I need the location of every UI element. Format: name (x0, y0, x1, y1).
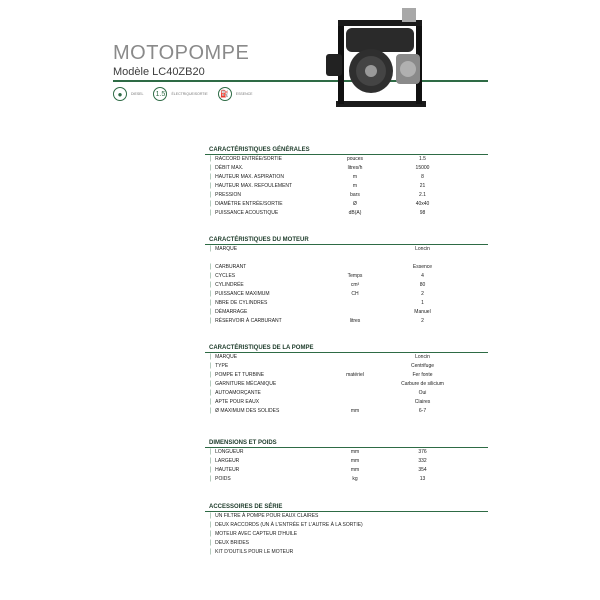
row-unit: dB(A) (348, 210, 362, 216)
row-unit: mm (350, 467, 360, 473)
accessory-label: │ UN FILTRE À POMPE POUR EAUX CLAIRES (205, 512, 465, 520)
row-label: │ DIAMÈTRE ENTRÉE/SORTIE (205, 200, 335, 208)
row-value: Fer fonte (412, 372, 433, 378)
table-row (205, 380, 488, 389)
fuel-pump-icon: ⛽ (218, 87, 232, 101)
row-label: │ MARQUE (205, 353, 335, 361)
row-unit: bars (350, 192, 360, 198)
row-label: │ HAUTEUR MAX. REFOULEMENT (205, 182, 335, 190)
row-value: 21 (419, 183, 426, 189)
section-header (205, 502, 488, 512)
feature-icons (113, 87, 263, 101)
row-label: │ Ø MAXIMUM DES SOLIDES (205, 407, 335, 415)
table-row (205, 182, 488, 191)
row-unit: kg (352, 476, 358, 482)
row-value: Oui (418, 390, 427, 396)
row-label: │ DÉBIT MAX. (205, 164, 335, 172)
row-label: │ MARQUE (205, 245, 335, 253)
row-unit: m (352, 174, 358, 180)
row-unit: mm (350, 408, 360, 414)
table-row (205, 164, 488, 173)
list-item (205, 539, 488, 548)
row-value: 13 (419, 476, 426, 482)
table-row (205, 308, 488, 317)
section-header (205, 438, 488, 448)
general-section (205, 145, 488, 218)
section-title: CARACTÉRISTIQUES DE LA POMPE (209, 345, 314, 351)
accessory-label: │ MOTEUR AVEC CAPTEUR D'HUILE (205, 530, 465, 538)
row-label: │ HAUTEUR MAX. ASPIRATION (205, 173, 335, 181)
list-item (205, 548, 488, 557)
row-value: 1 (421, 300, 424, 306)
row-label: │ PUISSANCE MAXIMUM (205, 290, 335, 298)
row-value: Centrifuge (410, 363, 435, 369)
row-label: │ POMPE ET TURBINE (205, 371, 335, 379)
section-header (205, 343, 488, 353)
row-unit (335, 299, 375, 307)
motopump-image (316, 6, 436, 116)
accessories-section (205, 502, 488, 557)
table-row (205, 155, 488, 164)
row-unit: CH (351, 291, 359, 297)
table-row (205, 407, 488, 416)
row-value: 2 (421, 291, 424, 297)
row-unit: mm (350, 458, 360, 464)
section-title: DIMENSIONS ET POIDS (209, 440, 277, 446)
table-row (205, 245, 488, 254)
row-unit: mm (350, 449, 360, 455)
table-row (205, 191, 488, 200)
list-item (205, 530, 488, 539)
row-label: │ RACCORD ENTRÉE/SORTIE (205, 155, 335, 163)
inlet-outlet-label: ÉLECTRIQUE/SORTIE (171, 92, 208, 96)
row-unit: matériel (346, 372, 364, 378)
row-value: 40x40 (415, 201, 430, 207)
table-row (205, 389, 488, 398)
table-row (205, 457, 488, 466)
pump-section (205, 343, 488, 416)
table-row (205, 353, 488, 362)
table-row (205, 290, 488, 299)
row-value: Claires (414, 399, 431, 405)
row-value: 2 (421, 318, 424, 324)
table-row (205, 281, 488, 290)
row-value: Essence (412, 264, 433, 270)
section-title: CARACTÉRISTIQUES GÉNÉRALES (209, 147, 310, 153)
row-unit (335, 362, 375, 370)
diesel-label: DIESEL (131, 92, 144, 96)
row-unit: cm³ (350, 282, 360, 288)
section-header (205, 235, 488, 245)
row-label: │ GARNITURE MÉCANIQUE (205, 380, 335, 388)
engine-section (205, 235, 488, 326)
row-label: │ RÉSERVOIR À CARBURANT (205, 317, 335, 325)
row-unit: litres (349, 318, 361, 324)
row-label: │ POIDS (205, 475, 335, 483)
row-value: 332 (418, 458, 427, 464)
row-value: 354 (418, 467, 427, 473)
row-value: Loncin (415, 246, 430, 252)
row-value: 6-7 (418, 408, 427, 414)
row-unit: litres/h (347, 165, 363, 171)
list-item (205, 521, 488, 530)
row-value: Loncin (415, 354, 430, 360)
table-row (205, 272, 488, 281)
table-row (205, 398, 488, 407)
row-unit (335, 353, 375, 361)
model-label: Modèle LC40ZB20 (113, 66, 205, 78)
section-title: CARACTÉRISTIQUES DU MOTEUR (209, 237, 309, 243)
table-row (205, 209, 488, 218)
row-value: 15000 (415, 165, 430, 171)
row-label: │ PUISSANCE ACOUSTIQUE (205, 209, 335, 217)
row-label: │ LARGEUR (205, 457, 335, 465)
dimensions-section (205, 438, 488, 484)
row-unit (335, 398, 375, 406)
table-row (205, 317, 488, 326)
row-label: │ TYPE (205, 362, 335, 370)
section-title: ACCESSOIRES DE SÉRIE (209, 504, 283, 510)
row-unit (335, 389, 375, 397)
accessory-label: │ DEUX RACCORDS (UN À L'ENTRÉE ET L'AUTRE À LA SORTIE) (205, 521, 465, 529)
table-row (205, 466, 488, 475)
row-label: │ CARBURANT (205, 263, 335, 271)
row-value: 376 (418, 449, 427, 455)
row-label: │ NBRE DE CYLINDRES (205, 299, 335, 307)
table-row (205, 299, 488, 308)
row-unit (335, 380, 375, 388)
table-row (205, 362, 488, 371)
row-value: Carbure de silicium (401, 381, 444, 387)
accessory-label: │ DEUX BRIDES (205, 539, 465, 547)
blank-row (205, 254, 488, 263)
list-item (205, 512, 488, 521)
row-value: 8 (421, 174, 424, 180)
size-icon: 1.5 (153, 87, 167, 101)
row-label: │ LONGUEUR (205, 448, 335, 456)
row-label: │ DÉMARRAGE (205, 308, 335, 316)
fuel-label: ESSENCE (235, 92, 253, 96)
table-row (205, 200, 488, 209)
row-label: │ AUTOAMORÇANTE (205, 389, 335, 397)
section-header (205, 145, 488, 155)
accessory-label: │ KIT D'OUTILS POUR LE MOTEUR (205, 548, 465, 556)
row-value: 4 (421, 273, 424, 279)
row-value: 1.5 (419, 156, 426, 162)
row-label: │ HAUTEUR (205, 466, 335, 474)
row-value: 2.1 (419, 192, 426, 198)
row-unit: Temps (347, 273, 363, 279)
table-row (205, 173, 488, 182)
table-row (205, 371, 488, 380)
row-value: Manuel (414, 309, 431, 315)
row-label: │ PRESSION (205, 191, 335, 199)
row-value: 98 (419, 210, 426, 216)
row-label: │ CYCLES (205, 272, 335, 280)
row-unit: m (352, 183, 358, 189)
row-label: │ CYLINDRÉE (205, 281, 335, 289)
row-unit (335, 308, 375, 316)
table-row (205, 475, 488, 484)
row-value: 80 (419, 282, 426, 288)
row-unit: Ø (353, 201, 357, 207)
row-label: │ APTE POUR EAUX (205, 398, 335, 406)
table-row (205, 263, 488, 272)
row-unit (335, 263, 375, 271)
row-unit (335, 245, 375, 253)
page-title: MOTOPOMPE (113, 42, 250, 64)
table-row (205, 448, 488, 457)
row-unit: pouces (346, 156, 364, 162)
drop-icon: ● (113, 87, 127, 101)
